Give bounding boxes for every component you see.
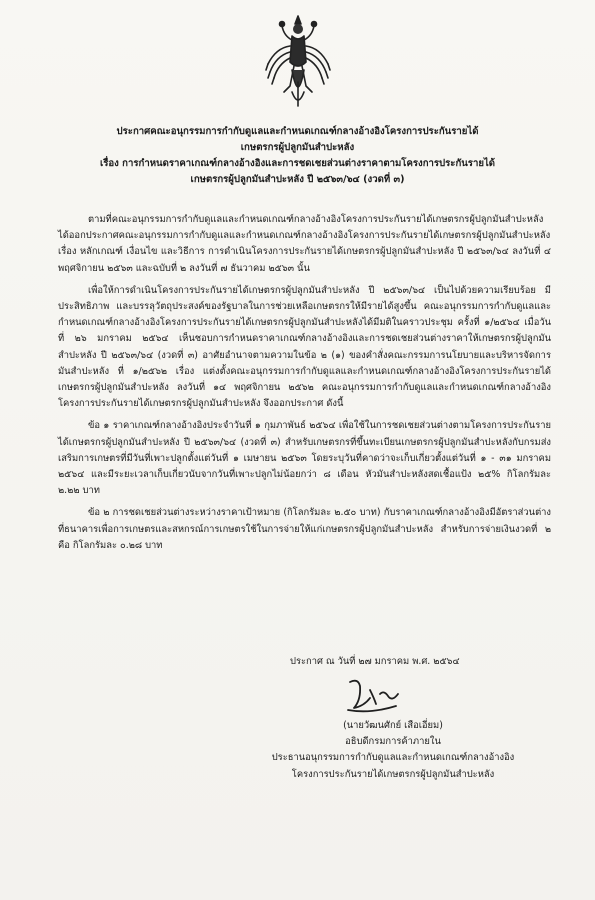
signature-area — [290, 654, 540, 670]
paragraph-1: ตามที่คณะอนุกรรมการกำกับดูแลและกำหนดเกณฑ์กลางอ้างอิงโครงการประกันรายได้เกษตรกรผู้ปลูกมันสำปะหลัง ได้ออกประกาศคณะอนุกรรมการกำกับดูแลและกำหนดเกณฑ์กลางอ้างอิงโครงการประกันรายได้เกษตรกรผู้ปลูกมันสำปะหลัง เรื่อง หลักเกณฑ์ เงื่อนไข และวิธีการ การดำเนินโครงการประกันรายได้เกษตรกรผู้ปลูกมันสำปะหลัง ปี ๒๕๖๓/๖๔ ลงวันที่ ๔ พฤศจิกายน ๒๕๖๓ และฉบับที่ ๒ ลงวันที่ ๗ ธันวาคม ๒๕๖๓ นั้น — [58, 214, 551, 274]
signatory-role-line-2: โครงการประกันรายได้เกษตรกรผู้ปลูกมันสำปะหลัง — [291, 768, 495, 780]
paragraph-2: เพื่อให้การดำเนินโครงการประกันรายได้เกษตรกรผู้ปลูกมันสำปะหลัง ปี ๒๕๖๓/๖๔ เป็นไปด้วยความเรียบร้อย มีประสิทธิภาพ และบรรลุวัตถุประสงค์ของรัฐบาลในการช่วยเหลือเกษตรกรให้มีรายได้สูงขึ้น คณะอนุกรรมการกำกับดูแลและกำหนดเกณฑ์กลางอ้างอิงโครงการประกันรายได้เกษตรกรผู้ปลูกมันสำปะหลังได้มีมติในคราวประชุม ครั้งที่ ๑/๒๕๖๔ เมื่อวันที่ ๒๖ มกราคม ๒๕๖๔ เห็นชอบการกำหนดราคาเกณฑ์กลางอ้างอิงและการชดเชยส่วนต่างราคาให้เกษตรกรผู้ปลูกมันสำปะหลัง ปี ๒๕๖๓/๖๔ (งวดที่ ๓) อาศัยอำนาจตามความในข้อ ๒ (๑) ของคำสั่งคณะกรรมการนโยบายและบริหารจัดการมันสำปะหลัง ที่ ๑/๒๕๖๒ เรื่อง แต่งตั้งคณะอนุกรรมการกำกับดูแลและกำหนดเกณฑ์กลางอ้างอิงโครงการประกันรายได้เกษตรกรผู้ปลูกมันสำปะหลัง ลงวันที่ ๑๔ พฤศจิกายน ๒๕๖๒ คณะอนุกรรมการกำกับดูแลและกำหนดเกณฑ์กลางอ้างอิงโครงการประกันรายได้เกษตรกรผู้ปลูกมันสำปะหลัง จึงออกประกาศ ดังนี้ — [58, 284, 551, 410]
document-heading — [40, 124, 555, 188]
heading-line-2: เกษตรกรผู้ปลูกมันสำปะหลัง — [240, 142, 355, 153]
paragraph-3: ข้อ ๑ ราคาเกณฑ์กลางอ้างอิงประจำวันที่ ๑ กุมภาพันธ์ ๒๕๖๔ เพื่อใช้ในการชดเชยส่วนต่างตามโครงการประกันรายได้เกษตรกรผู้ปลูกมันสำปะหลัง ปี ๒๕๖๓/๖๔ (งวดที่ ๓) สำหรับเกษตรกรที่ขึ้นทะเบียนเกษตรกรผู้ปลูกมันสำปะหลังกับกรมส่งเสริมการเกษตรที่มีวันที่เพาะปลูกตั้งแต่วันที่ ๑ เมษายน ๒๕๖๓ โดยระบุวันที่คาดว่าจะเก็บเกี่ยวตั้งแต่วันที่ ๑ - ๓๑ มกราคม ๒๕๖๔ และมีระยะเวลาเก็บเกี่ยวนับจากวันที่เพาะปลูกไม่น้อยกว่า ๘ เดือน หัวมันสำปะหลังสดเชื้อแป้ง ๒๕% กิโลกรัมละ ๒.๒๒ บาท — [58, 420, 551, 497]
handwritten-signature-icon — [340, 676, 410, 716]
garuda-emblem-icon — [262, 12, 334, 112]
document-body — [58, 212, 551, 560]
announcement-date: ประกาศ ณ วันที่ ๒๗ มกราคม พ.ศ. ๒๕๖๔ — [290, 656, 460, 667]
heading-line-1: ประกาศคณะอนุกรรมการกำกับดูแลและกำหนดเกณฑ์กลางอ้างอิงโครงการประกันรายได้ — [116, 126, 479, 137]
heading-line-3: เรื่อง การกำหนดราคาเกณฑ์กลางอ้างอิงและการชดเชยส่วนต่างราคาตามโครงการประกันรายได้ — [99, 158, 496, 169]
signatory-role-line-1: ประธานอนุกรรมการกำกับดูแลและกำหนดเกณฑ์กลางอ้างอิง — [271, 752, 515, 764]
signatory-block — [228, 718, 558, 783]
signatory-position: อธิบดีกรมการค้าภายใน — [345, 736, 441, 748]
paragraph-4: ข้อ ๒ การชดเชยส่วนต่างระหว่างราคาเป้าหมาย (กิโลกรัมละ ๒.๕๐ บาท) กับราคาเกณฑ์กลางอ้างอิงมีอัตราส่วนต่างที่ธนาคารเพื่อการเกษตรและสหกรณ์การเกษตรใช้ในการจ่ายให้แก่เกษตรกรผู้ปลูกมันสำปะหลัง สำหรับการจ่ายเงินงวดที่ ๒ คือ กิโลกรัมละ ๐.๒๘ บาท — [58, 507, 551, 551]
signatory-name: (นายวัฒนศักย์ เสือเอี่ยม) — [343, 720, 443, 731]
heading-line-4: เกษตรกรผู้ปลูกมันสำปะหลัง ปี ๒๕๖๓/๖๔ (งวดที่ ๓) — [190, 174, 405, 185]
